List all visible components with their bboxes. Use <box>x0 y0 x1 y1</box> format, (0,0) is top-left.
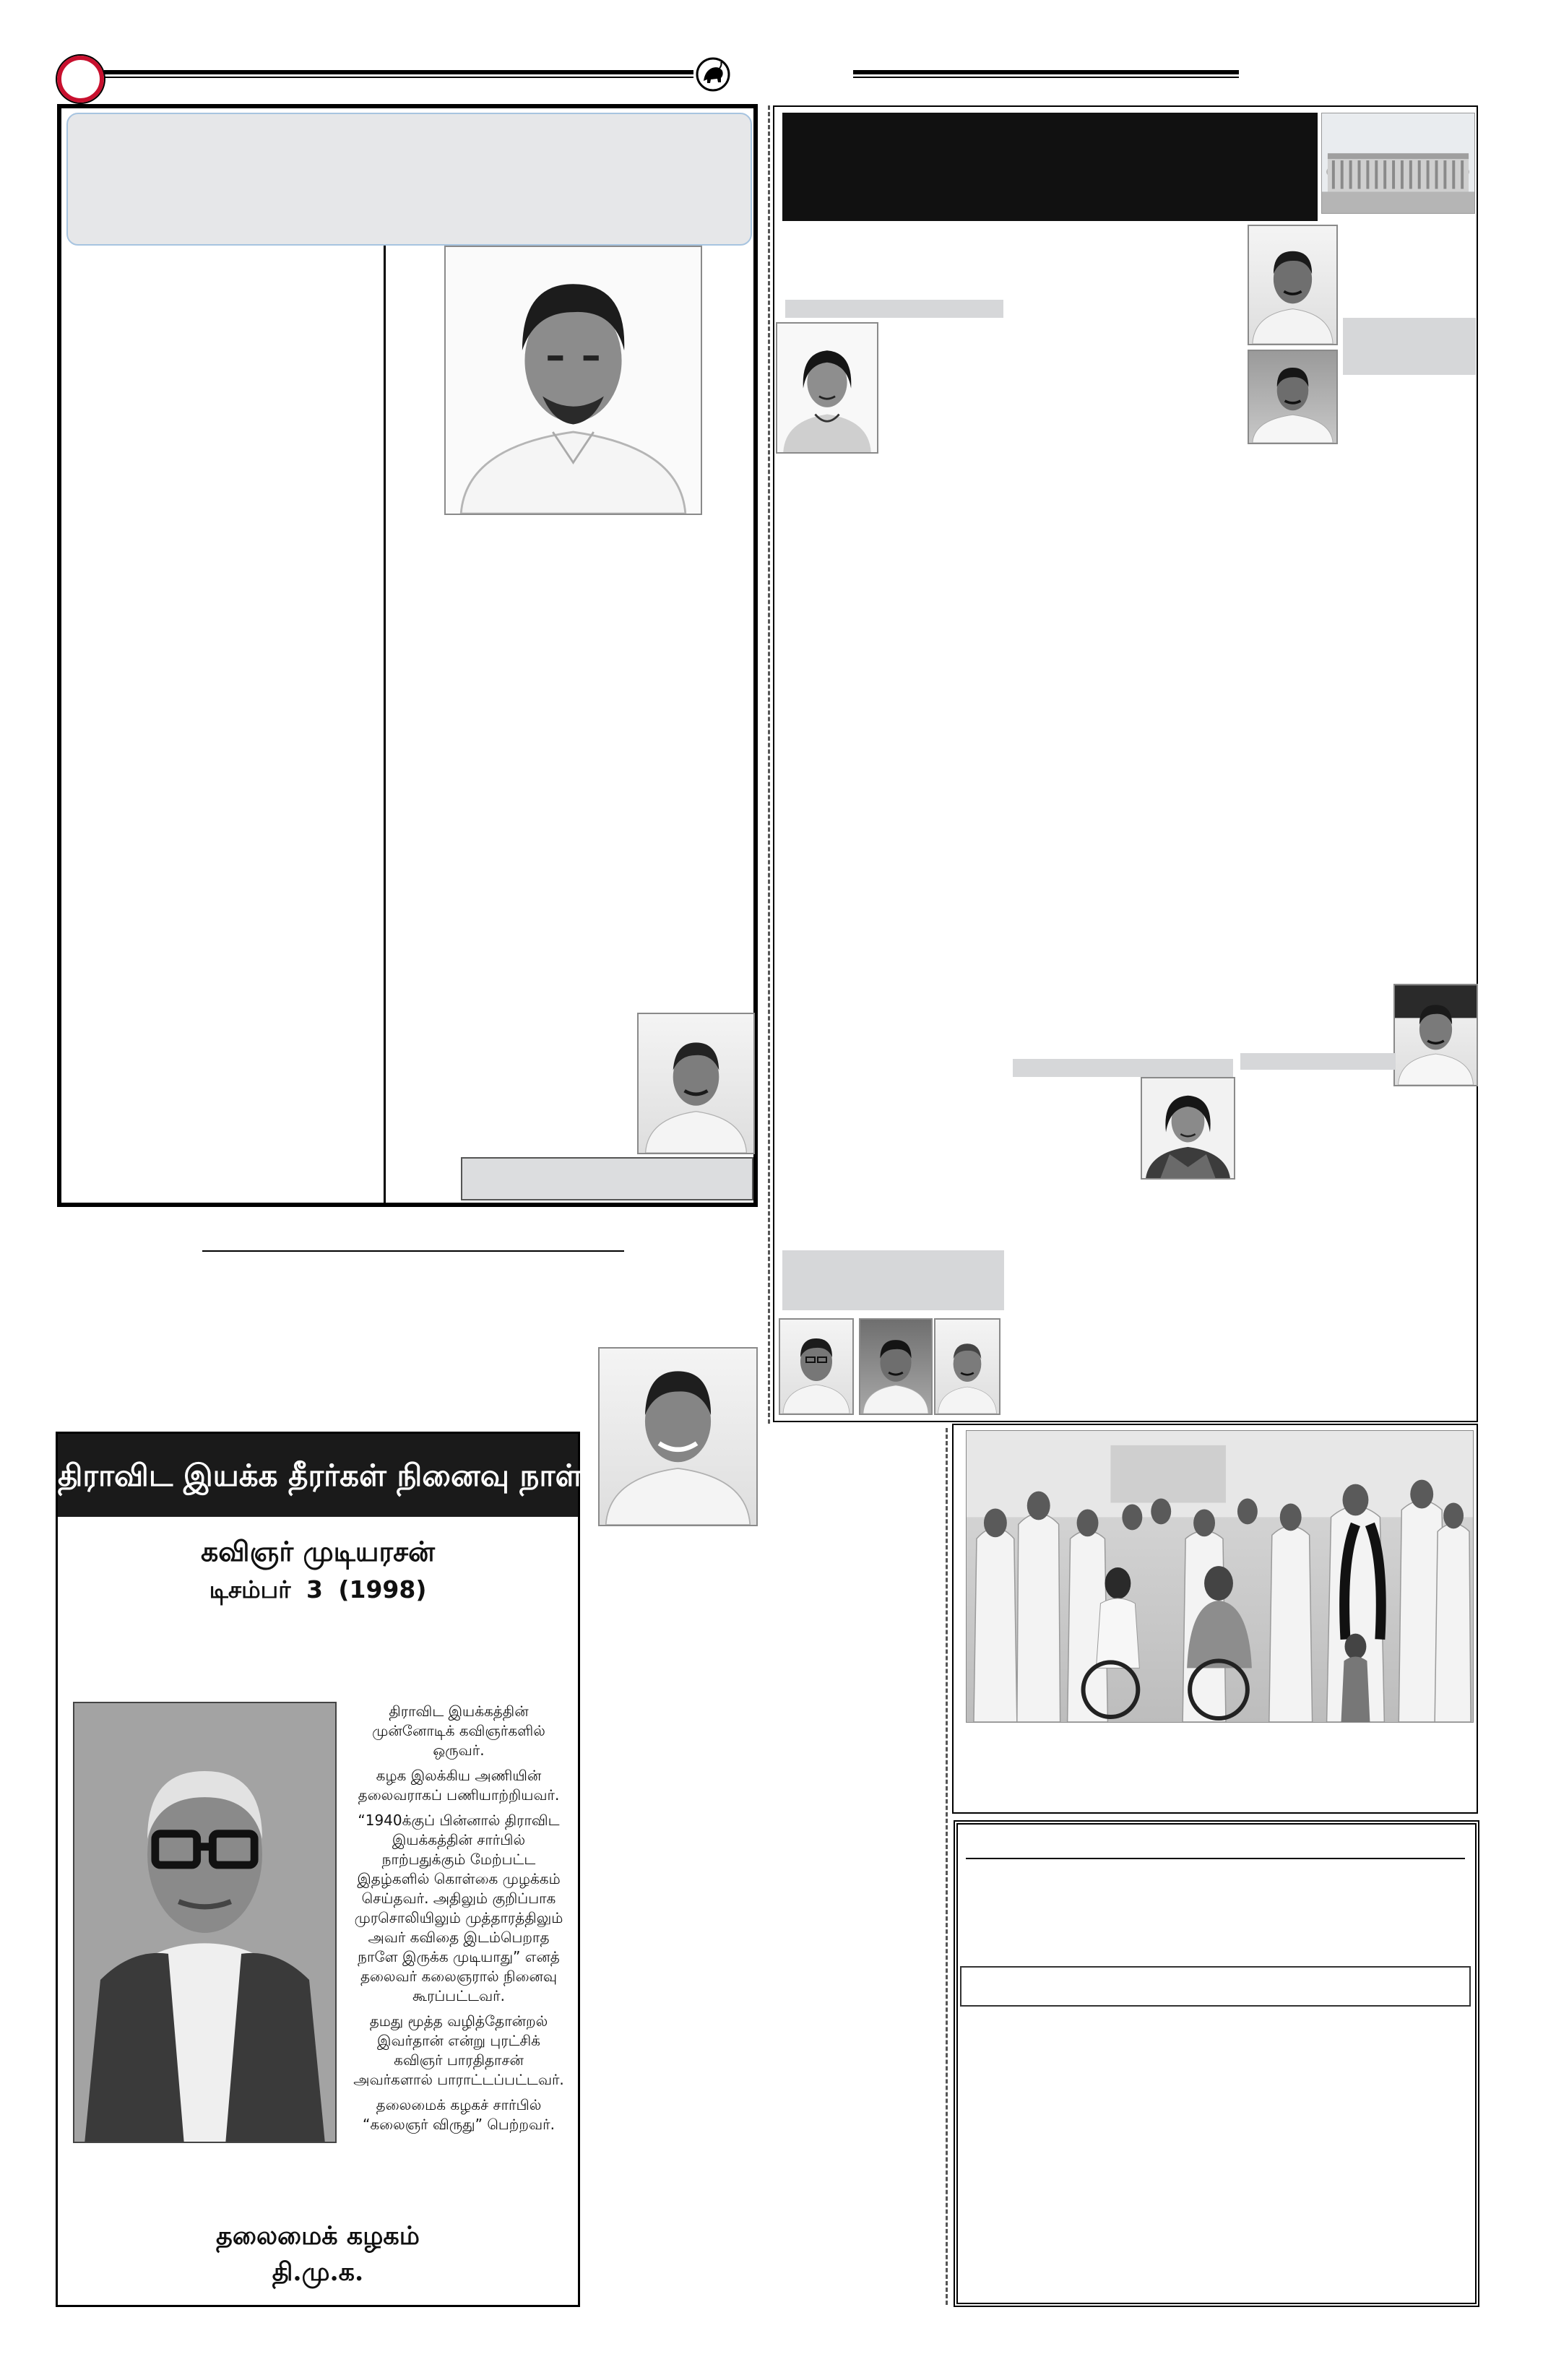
party-emblem-icon <box>695 56 731 92</box>
biography-line: இவர்தான் என்று புரட்சிக் <box>377 2032 540 2049</box>
biography-line: முன்னோடிக் கவிஞர்களில் <box>372 1722 545 1739</box>
biography-line: இதழ்களில் கொள்கை முழக்கம் <box>357 1870 561 1887</box>
group-photo <box>966 1430 1474 1723</box>
biography-line: தமது மூத்த வழித்தோன்றல் <box>369 2012 548 2030</box>
caption-box <box>1343 318 1476 375</box>
portrait-photo <box>776 322 878 454</box>
biography-line: கவிஞர் பாரதிதாசன் <box>394 2051 524 2069</box>
portrait-photo <box>859 1318 933 1415</box>
biography-paragraph <box>340 2012 578 2090</box>
column-separator-dashed <box>946 1428 948 2305</box>
caption-bar <box>1240 1053 1396 1070</box>
header-rule-left <box>104 70 693 78</box>
memorial-date: டிசம்பர் 3 (1998) <box>209 1575 427 1604</box>
biography-line: கழக இலக்கிய அணியின் <box>376 1767 542 1784</box>
portrait-photo <box>779 1318 854 1415</box>
parliament-headline-block <box>782 113 1318 221</box>
brief-news-caption-box <box>960 1966 1471 2007</box>
memorial-notice <box>56 1432 583 2307</box>
biography-line: தலைவராகப் பணியாற்றியவர். <box>358 1786 560 1804</box>
brief-news-box <box>954 1820 1479 2307</box>
portrait-photo <box>934 1318 1000 1415</box>
biography-line: தலைவர் கலைஞரால் நினைவு <box>360 1968 558 1985</box>
biography-paragraph <box>340 1811 578 2006</box>
biography-line: ஒருவர். <box>433 1741 485 1759</box>
portrait-photo <box>1393 984 1478 1086</box>
folio-marker-icon <box>57 56 104 103</box>
poet-biography <box>340 1702 578 2140</box>
biography-paragraph <box>340 2095 578 2134</box>
poet-portrait-photo <box>73 1702 337 2143</box>
portrait-photo <box>598 1347 758 1526</box>
biography-line: முரசொலியிலும் முத்தாரத்திலும் <box>354 1909 563 1926</box>
section-rule <box>202 1250 624 1252</box>
biography-line: அவர் கவிதை இடம்பெறாத <box>368 1929 550 1946</box>
column-divider <box>384 246 386 1205</box>
biography-line: அவர்களால் பாராட்டப்பட்டவர். <box>353 2071 564 2088</box>
issuer-name: தலைமைக் கழகம் <box>216 2221 420 2251</box>
column-separator-dashed <box>768 105 770 1424</box>
portrait-photo <box>637 1013 755 1154</box>
biography-line: திராவிட இயக்கத்தின் <box>389 1702 529 1720</box>
memorial-header: திராவிட இயக்க தீரர்கள் நினைவு நாள் <box>58 1434 578 1517</box>
portrait-photo <box>444 246 702 515</box>
poet-name: கவிஞர் முடியரசன் <box>201 1535 435 1567</box>
biography-line: கூரப்பட்டவர். <box>412 1987 505 2004</box>
portrait-photo <box>1248 350 1338 444</box>
issuer-party: தி.மு.க. <box>272 2257 364 2287</box>
biography-line: நாற்பதுக்கும் மேற்பட்ட <box>381 1851 536 1868</box>
caption-bar <box>785 300 1003 318</box>
biography-line: “கலைஞர் விருது” பெற்றவர். <box>363 2116 555 2133</box>
header-rule-right <box>853 70 1239 78</box>
portrait-photo <box>1141 1077 1235 1180</box>
biography-line: இயக்கத்தின் சார்பில் <box>392 1831 526 1848</box>
caption-bar <box>1013 1059 1233 1077</box>
parliament-building-photo <box>1321 113 1475 214</box>
caption-box <box>782 1250 1004 1310</box>
biography-paragraph <box>340 1766 578 1805</box>
biography-line: “1940க்குப் பின்னால் திராவிட <box>358 1812 560 1829</box>
brief-news-rule <box>966 1858 1465 1859</box>
portrait-photo <box>1248 225 1338 345</box>
biography-line: செய்தவர். அதிலும் குறிப்பாக <box>361 1890 556 1907</box>
headline-panel <box>66 113 752 246</box>
biography-paragraph <box>340 1702 578 1760</box>
biography-line: தலைமைக் கழகச் சார்பில் <box>376 2096 542 2113</box>
caption-box <box>461 1157 753 1200</box>
biography-line: நாளே இருக்க முடியாது” எனத் <box>358 1948 560 1965</box>
